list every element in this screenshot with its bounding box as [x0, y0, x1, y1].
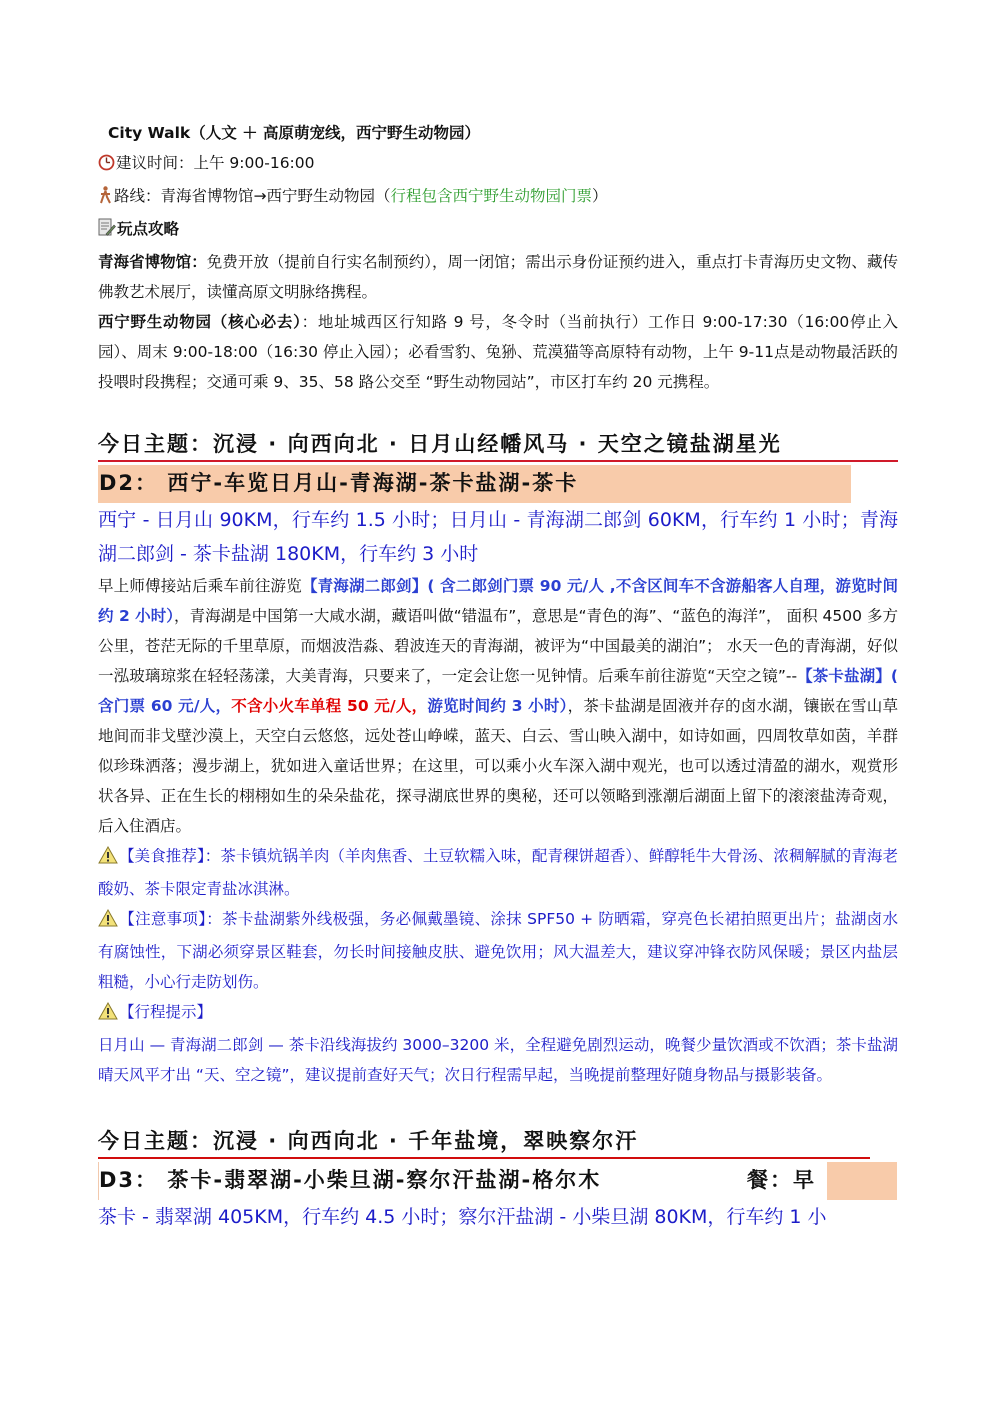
food-text: ：茶卡镇炕锅羊肉（羊肉焦香、土豆软糯入味，配青稞饼超香）、鲜醇牦牛大骨汤、浓稠解腻的青海老酸奶、茶卡限定青盐冰淇淋。 [98, 847, 898, 898]
route-ticket-note: 行程包含西宁野生动物园门票 [390, 187, 593, 205]
food-recommendation [98, 841, 898, 904]
desc-text: 早上师傅接站后乘车前往游览 [98, 577, 302, 595]
itinerary-document [98, 118, 898, 1234]
guide-heading-text: 玩点攻略 [117, 220, 180, 238]
notice [98, 904, 898, 997]
desc-text: ，茶卡盐湖是固液并存的卤水湖，镶嵌在雪山草地间而非戈壁沙漠上，天空白云悠悠，远处苍山峥嵘，蓝天、白云、雪山映入湖中，如诗如画，四周牧草如茵，羊群似珍珠洒落；漫步湖上，犹如进入童话世界；在这里，可以乘小火车深入湖中观光，也可以透过清盈的湖水，观赏形状各异、正在生长的栩栩如生的朵朵盐花，探寻湖底世界的奥秘，还可以领略到涨潮后湖面上留下的滚滚盐涛奇观，后入住酒店。 [98, 697, 899, 835]
warning-triangle-icon [98, 844, 118, 874]
notepad-pencil-icon [98, 217, 116, 247]
day2-description [98, 571, 898, 841]
tips-label: 【行程提示】 [119, 1003, 213, 1021]
clock-icon [98, 151, 115, 181]
day3-route: 茶卡 - 翡翠湖 405KM，行车约 4.5 小时；察尔汗盐湖 - 小柴旦湖 80KM，行车约 1 小 [98, 1206, 827, 1228]
warning-triangle-icon [98, 907, 118, 937]
museum-name: 青海省博物馆： [98, 253, 207, 271]
chaka-duration-highlight: 游览时间约 3 小时） [427, 697, 568, 715]
day2-header: D2： 西宁-车览日月山-青海湖-茶卡盐湖-茶卡 [98, 465, 851, 503]
route-line [98, 181, 898, 214]
route-close: ） [592, 187, 608, 205]
citywalk-title: City Walk（人文 ＋ 高原萌宠线，西宁野生动物园） [108, 124, 481, 142]
walking-person-icon [98, 184, 113, 214]
train-fee-highlight: 不含小火车单程 50 元/人， [231, 697, 428, 715]
museum-paragraph [98, 247, 898, 307]
chaka-highlight: 【茶卡盐湖】( 含门票 60 元/人， [98, 667, 898, 715]
route-text: 路线：青海省博物馆→西宁野生动物园（ [114, 187, 391, 205]
notice-text: ：茶卡盐湖紫外线极强，务必佩戴墨镜、涂抹 SPF50 + 防晒霜，穿亮色长裙拍照更出片；盐湖卤水有腐蚀性，下湖必须穿景区鞋套，勿长时间接触皮肤、避免饮用；风大温差大，建议穿冲锋衣防风保暖；景区内盐层粗糙，小心行走防划伤。 [98, 910, 898, 991]
zoo-text: ：地址城西区行知路 9 号，冬令时（当前执行）工作日 9:00-17:30（16:00停止入园）、周末 9:00-18:00（16:30 停止入园）；必看雪豹、兔狲、荒漠猫等高原特有动物，上午 9-11点是动物最活跃的投喂时段携程；交通可乘 9、35、58 路公交至 “野生动物园站”，市区打车约 20 元携程。 [98, 313, 898, 391]
day3-header [98, 1162, 898, 1200]
suggested-time-text: 建议时间：上午 9:00-16:00 [116, 154, 315, 172]
day3-meal: 餐：早 [747, 1168, 816, 1192]
day2-route: 西宁 - 日月山 90KM，行车约 1.5 小时；日月山 - 青海湖二郎剑 60KM，行车约 1 小时；青海湖二郎剑 - 茶卡盐湖 180KM，行车约 3 小时 [98, 509, 898, 565]
museum-text: 免费开放（提前自行实名制预约），周一闭馆；需出示身份证预约进入，重点打卡青海历史文物、藏传佛教艺术展厅，读懂高原文明脉络携程。 [98, 253, 898, 301]
warning-triangle-icon [98, 1000, 118, 1030]
guide-heading [98, 214, 898, 247]
zoo-name: 西宁野生动物园（核心必去） [98, 313, 302, 331]
header-color-block [827, 1162, 897, 1200]
day3-theme: 今日主题：沉浸 · 向西向北 · 千年盐境，翠映察尔汗 [98, 1126, 870, 1159]
suggested-time [98, 148, 898, 181]
desc-text: ，青海湖是中国第一大咸水湖，藏语叫做“错温布”，意思是“青色的海”、“蓝色的海洋”， 面积 4500 多方公里，苍茫无际的千里草原，而烟波浩淼、碧波连天的青海湖，被评为“中国最美的湖泊”； 水天一色的青海湖，好似一泓玻璃琼浆在轻轻荡漾，大美青海，只要来了，一定会让您一见钟情。后乘车前往游览“天空之镜”-- [98, 607, 898, 685]
food-label: 【美食推荐】 [119, 847, 205, 865]
day3-header-title: D3： 茶卡-翡翠湖-小柴旦湖-察尔汗盐湖-格尔木 [99, 1168, 602, 1192]
zoo-paragraph [98, 307, 898, 397]
tips-heading [98, 997, 898, 1030]
notice-label: 【注意事项】 [119, 910, 207, 928]
day2-theme: 今日主题：沉浸 · 向西向北 · 日月山经幡风马 · 天空之镜盐湖星光 [98, 429, 898, 462]
tips-text: 日月山 — 青海湖二郎剑 — 茶卡沿线海拔约 3000–3200 米，全程避免剧烈运动，晚餐少量饮酒或不饮酒；茶卡盐湖晴天风平才出 “天、空之镜”，建议提前查好天气；次日行程需早起，当晚提前整理好随身物品与摄影装备。 [98, 1036, 898, 1084]
erlangjian-highlight: 【青海湖二郎剑】( 含二郎剑门票 90 元/人 ,不含区间车不含游船客人自理，游览时间约 2 小时） [98, 577, 898, 625]
